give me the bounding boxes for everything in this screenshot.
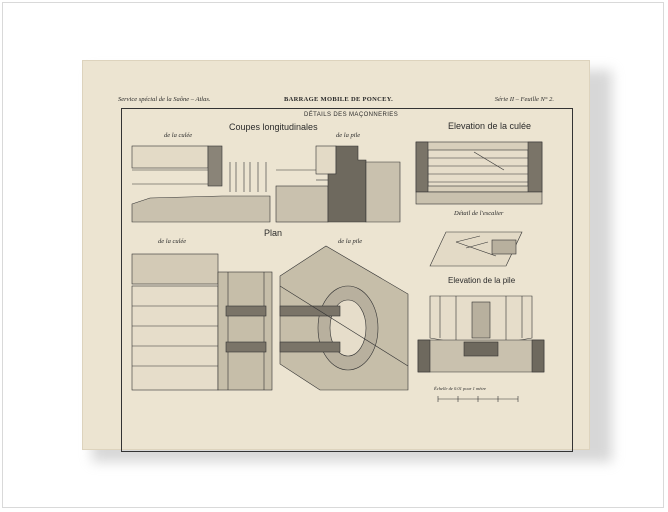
elevation-culee-drawing (414, 140, 544, 206)
coupes-title: Coupes longitudinales (229, 122, 318, 132)
scale-label: Échelle de 0.01 pour 1 mètre (434, 386, 487, 391)
elevation-pile-drawing (416, 288, 546, 380)
header-series: Service spécial de la Saône – Atlas. (118, 96, 211, 103)
plan-drawing (130, 246, 410, 404)
header-sheet-number: Série II – Feuille N° 2. (494, 96, 554, 103)
plan-culee-label: de la culée (158, 238, 187, 245)
plan-title: Plan (264, 228, 283, 238)
scale-bar (438, 396, 518, 402)
coupes-pile-label: de la pile (336, 132, 361, 139)
drawing-sheet (82, 60, 590, 450)
elevation-culee-title: Elevation de la culée (448, 121, 532, 131)
subtitle: DÉTAILS DES MAÇONNERIES (304, 112, 399, 118)
header-title: BARRAGE MOBILE DE PONCEY. (284, 96, 394, 103)
coupes-culee-label: de la culée (164, 132, 193, 139)
detail-escalier-title: Détail de l'escalier (454, 210, 504, 217)
escalier-detail-drawing (426, 222, 526, 272)
coupes-drawing (130, 140, 402, 226)
plan-pile-label: de la pile (338, 238, 363, 245)
elevation-pile-title: Elevation de la pile (448, 276, 516, 285)
